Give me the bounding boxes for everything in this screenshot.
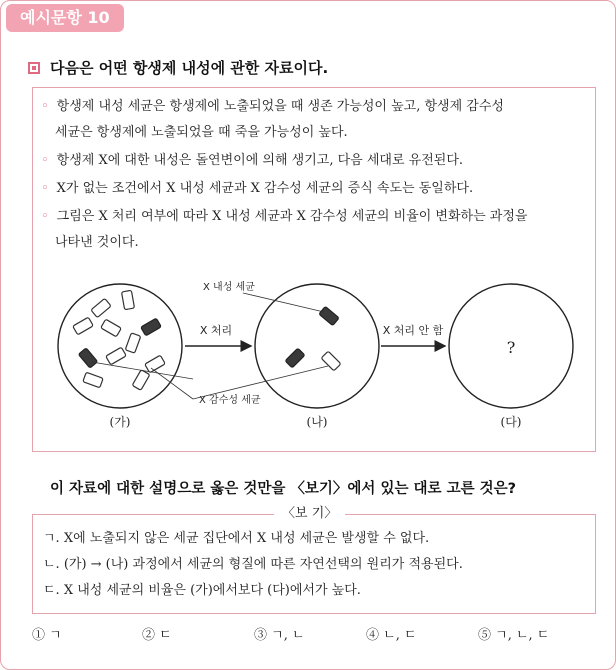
petri-dish-b [255,284,379,408]
material-bullet-4: ◦ 그림은 X 처리 여부에 따라 X 내성 세균과 X 감수성 세균의 비율이 변화하는 과정을 [41,209,528,224]
question-prompt: 이 자료에 대한 설명으로 옳은 것만을 〈보기〉에서 있는 대로 고른 것은? [50,481,517,497]
bogi-header: 〈보 기〉 [274,505,345,523]
question-title [28,58,328,78]
question-title-text: 다음은 어떤 항생제 내성에 관한 자료이다. [50,59,329,77]
arrow-x-treatment-label: X 처리 [199,324,233,337]
answer-option-1[interactable]: ① ㄱ [32,628,62,643]
petri-dish-a [58,284,182,408]
arrow-no-treatment-label: X 처리 안 함 [382,324,444,337]
material-bullet-4-cont: 나타낸 것이다. [55,235,139,250]
bogi-item-2: ㄴ. (가) → (나) 과정에서 세균의 형질에 따른 자연선택의 원리가 적용된다. [43,557,463,572]
answer-option-3[interactable]: ③ ㄱ, ㄴ [254,628,305,643]
answer-option-5[interactable]: ⑤ ㄱ, ㄴ, ㄷ [478,628,550,643]
answer-option-2[interactable]: ② ㄷ [142,628,172,643]
material-bullet-2: ◦ 항생제 X에 대한 내성은 돌연변이에 의해 생기고, 다음 세대로 유전된다. [41,153,464,168]
material-bullet-3: ◦ X가 없는 조건에서 X 내성 세균과 X 감수성 세균의 증식 속도는 동일하다. [41,181,474,196]
bullet-dot-icon: ◦ [41,181,49,196]
plate-b-label: (나) [306,415,328,429]
material-box [32,87,596,452]
question-number-tag: 예시문항 10 [6,4,124,32]
bullet-dot-icon: ◦ [41,99,49,114]
bullet-dot-icon: ◦ [41,209,49,224]
resistant-label: X 내성 세균 [203,282,255,293]
bogi-box [32,514,596,614]
square-bullet-icon [28,62,40,74]
bogi-item-3: ㄷ. X 내성 세균의 비율은 (가)에서보다 (다)에서가 높다. [43,583,361,598]
bogi-item-1: ㄱ. X에 노출되지 않은 세균 집단에서 X 내성 세균은 발생할 수 없다. [43,531,430,546]
plate-c-label: (다) [500,415,522,429]
material-bullet-1: ◦ 항생제 내성 세균은 항생제에 노출되었을 때 생존 가능성이 높고, 항생제 감수성 [41,99,504,114]
bacteria-figure [33,268,595,468]
plate-a-label: (가) [109,415,131,429]
unknown-mark: ? [506,338,516,357]
susceptible-label: X 감수성 세균 [199,395,261,406]
answer-option-4[interactable]: ④ ㄴ, ㄷ [366,628,417,643]
material-bullet-1-cont: 세균은 항생제에 노출되었을 때 죽을 가능성이 높다. [55,125,348,140]
bullet-dot-icon: ◦ [41,153,49,168]
